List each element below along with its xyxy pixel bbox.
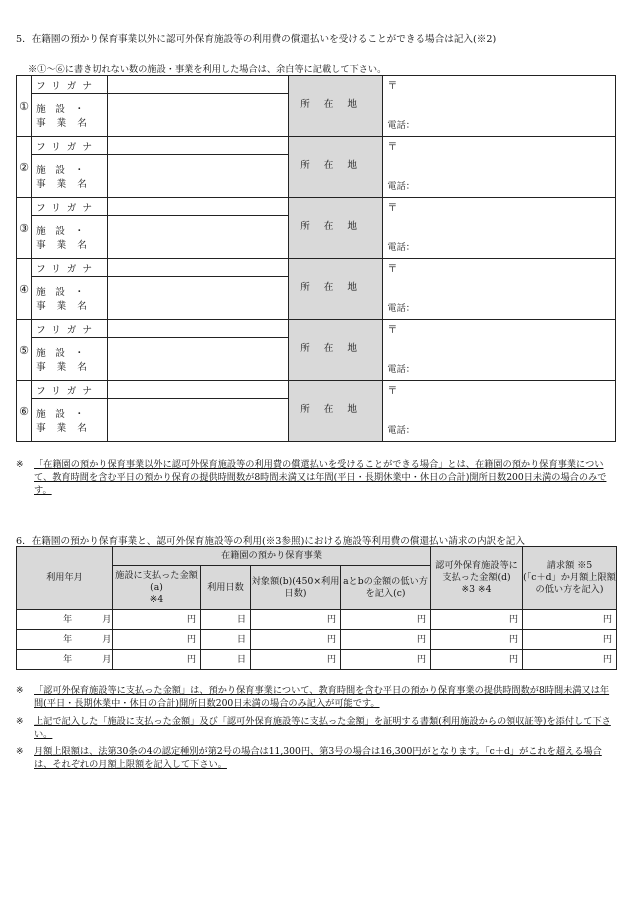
yen-unit: 円 (508, 633, 518, 645)
facility-name-label-line1: 施 設 ・ (36, 165, 85, 176)
facility-name-label-line2: 事業名 (36, 118, 98, 129)
address-input[interactable] (383, 381, 616, 442)
yen-unit: 円 (602, 653, 612, 665)
address-label: 所在地 (288, 381, 383, 442)
claim-input[interactable] (523, 650, 617, 670)
facility-name-label-line1: 施 設 ・ (36, 104, 85, 115)
yen-unit: 円 (602, 613, 612, 625)
days-input[interactable] (201, 610, 251, 630)
yen-unit: 円 (186, 653, 196, 665)
facility-name-label (32, 399, 108, 442)
year-unit: 年 (63, 653, 73, 665)
tel-label: 電話： (387, 303, 415, 314)
note-mark: ※ (16, 685, 24, 696)
year-unit: 年 (63, 613, 73, 625)
facility-name-label-line1: 施 設 ・ (36, 348, 85, 359)
claim-input[interactable] (523, 630, 617, 650)
header-paid-d (431, 547, 523, 610)
header-paid-a (113, 566, 201, 610)
day-unit: 日 (236, 653, 246, 665)
tel-label: 電話： (387, 120, 415, 131)
facility-row (17, 381, 616, 399)
facility-number: ② (17, 137, 32, 198)
header-lower-c: aとbの金額の低い方を記入(c) (341, 566, 431, 610)
target-b-input[interactable] (251, 630, 341, 650)
facility-name-label-line1: 施 設 ・ (36, 287, 85, 298)
address-input[interactable] (383, 198, 616, 259)
zip-mark: 〒 (387, 325, 398, 336)
facility-name-label-line2: 事業名 (36, 240, 98, 251)
section6-note (16, 684, 616, 712)
facility-name-label (32, 94, 108, 137)
footnote-text: 「在籍園の預かり保育事業以外に認可外保育施設等の利用費の償還払いを受けることができる場合」とは、在籍園の預かり保育事業について、教育時間を含む平日の預かり保育の提供時間数が8時間未満又は年間(平日・長期休業中・休日の合計)開所日数200日未満の場合のみです。 (34, 459, 607, 496)
address-input[interactable] (383, 137, 616, 198)
yen-unit: 円 (508, 613, 518, 625)
yen-unit: 円 (602, 633, 612, 645)
facility-number: ⑤ (17, 320, 32, 381)
address-label: 所在地 (288, 320, 383, 381)
month-input[interactable] (17, 630, 113, 650)
section6-title: 6．在籍園の預かり保育事業と、認可外保育施設等の利用(※3参照)における施設等利用費の償還払い請求の内訳を記入 (16, 536, 525, 547)
header-claim-note: (「c＋d」か月額上限額の低い方を記入) (523, 572, 616, 595)
month-unit: 月 (102, 633, 112, 645)
furigana-label: フリガナ (32, 76, 108, 94)
facility-row (17, 259, 616, 277)
header-claim-label: 請求額 ※5 (546, 560, 593, 571)
zip-mark: 〒 (387, 203, 398, 214)
note-text: 「認可外保育施設等に支払った金額」は、預かり保育事業について、教育時間を含む平日の預かり保育事業の提供時間数が8時間未満又は年間(平日・長期休業中・休日の合計)開所日数200日未満の場合のみ記入が可能です。 (34, 685, 610, 709)
yen-unit: 円 (326, 633, 336, 645)
facility-table (16, 75, 616, 442)
zip-mark: 〒 (387, 81, 398, 92)
header-paid-a-label: 施設に支払った金額(a) (115, 569, 198, 593)
yen-unit: 円 (186, 613, 196, 625)
facility-name-input[interactable] (107, 216, 288, 259)
month-unit: 月 (102, 653, 112, 665)
furigana-label: フリガナ (32, 259, 108, 277)
day-unit: 日 (236, 613, 246, 625)
paid-a-input[interactable] (113, 610, 201, 630)
facility-number: ③ (17, 198, 32, 259)
facility-number: ⑥ (17, 381, 32, 442)
facility-name-input[interactable] (107, 155, 288, 198)
furigana-label: フリガナ (32, 198, 108, 216)
furigana-input[interactable] (107, 320, 288, 338)
paid-a-input[interactable] (113, 650, 201, 670)
facility-name-label (32, 338, 108, 381)
furigana-input[interactable] (107, 76, 288, 94)
days-input[interactable] (201, 630, 251, 650)
address-label: 所在地 (288, 198, 383, 259)
breakdown-row (17, 610, 617, 630)
month-input[interactable] (17, 610, 113, 630)
paid-d-input[interactable] (431, 630, 523, 650)
address-input[interactable] (383, 76, 616, 137)
yen-unit: 円 (416, 633, 426, 645)
header-paid-d-note: ※3 ※4 (461, 584, 492, 595)
furigana-label: フリガナ (32, 137, 108, 155)
tel-label: 電話： (387, 425, 415, 436)
facility-name-label (32, 277, 108, 320)
header-month: 利用年月 (17, 547, 113, 610)
yen-unit: 円 (508, 653, 518, 665)
tel-label: 電話： (387, 181, 415, 192)
facility-name-input[interactable] (107, 94, 288, 137)
section6-note (16, 745, 616, 773)
breakdown-table (16, 546, 617, 670)
year-unit: 年 (63, 633, 73, 645)
target-b-input[interactable] (251, 610, 341, 630)
facility-name-input[interactable] (107, 338, 288, 381)
facility-name-label-line1: 施 設 ・ (36, 409, 85, 420)
tel-label: 電話： (387, 242, 415, 253)
furigana-label: フリガナ (32, 320, 108, 338)
facility-row (17, 198, 616, 216)
day-unit: 日 (236, 633, 246, 645)
zip-mark: 〒 (387, 264, 398, 275)
facility-row (17, 137, 616, 155)
lower-c-input[interactable] (341, 610, 431, 630)
note-text: 月額上限額は、法第30条の4の認定種別が第2号の場合は11,300円、第3号の場合は16,300円がとなります。「c＋d」がこれを超える場合は、それぞれの月額上限額を記入して下さい。 (34, 746, 602, 770)
breakdown-row (17, 650, 617, 670)
month-input[interactable] (17, 650, 113, 670)
lower-c-input[interactable] (341, 630, 431, 650)
facility-name-label (32, 155, 108, 198)
zip-mark: 〒 (387, 386, 398, 397)
yen-unit: 円 (186, 633, 196, 645)
paid-a-input[interactable] (113, 630, 201, 650)
header-paid-a-note: ※4 (149, 593, 164, 605)
header-group: 在籍園の預かり保育事業 (113, 547, 431, 566)
yen-unit: 円 (326, 653, 336, 665)
furigana-label: フリガナ (32, 381, 108, 399)
address-input[interactable] (383, 320, 616, 381)
header-claim (523, 547, 617, 610)
yen-unit: 円 (326, 613, 336, 625)
facility-name-label-line2: 事業名 (36, 301, 98, 312)
claim-input[interactable] (523, 610, 617, 630)
section5-title: 5．在籍園の預かり保育事業以外に認可外保育施設等の利用費の償還払いを受けることができる場合は記入(※2) (16, 34, 497, 45)
facility-name-label-line2: 事業名 (36, 423, 98, 434)
facility-name-input[interactable] (107, 277, 288, 320)
facility-number: ① (17, 76, 32, 137)
breakdown-row (17, 630, 617, 650)
note-text: 上記で記入した「施設に支払った金額」及び「認可外保育施設等に支払った金額」を証明する書類(利用施設からの領収証等)を添付して下さい。 (34, 716, 611, 740)
yen-unit: 円 (416, 653, 426, 665)
facility-row (17, 320, 616, 338)
footnote-mark: ※ (16, 459, 24, 470)
section5-footnote (16, 458, 616, 500)
header-paid-d-label: 認可外保育施設等に支払った金額(d) (435, 560, 518, 583)
month-unit: 月 (102, 613, 112, 625)
facility-name-input[interactable] (107, 399, 288, 442)
address-label: 所在地 (288, 76, 383, 137)
furigana-input[interactable] (107, 259, 288, 277)
zip-mark: 〒 (387, 142, 398, 153)
address-label: 所在地 (288, 259, 383, 320)
note-mark: ※ (16, 746, 24, 757)
header-target-b: 対象額(b)(450×利用日数) (251, 566, 341, 610)
facility-row (17, 76, 616, 94)
yen-unit: 円 (416, 613, 426, 625)
address-input[interactable] (383, 259, 616, 320)
target-b-input[interactable] (251, 650, 341, 670)
furigana-input[interactable] (107, 137, 288, 155)
lower-c-input[interactable] (341, 650, 431, 670)
paid-d-input[interactable] (431, 650, 523, 670)
facility-number: ④ (17, 259, 32, 320)
days-input[interactable] (201, 650, 251, 670)
furigana-input[interactable] (107, 381, 288, 399)
header-days: 利用日数 (201, 566, 251, 610)
section5-note: ※①～⑥に書き切れない数の施設・事業を利用した場合は、余白等に記載して下さい。 (28, 64, 387, 75)
address-label: 所在地 (288, 137, 383, 198)
facility-name-label-line2: 事業名 (36, 362, 98, 373)
furigana-input[interactable] (107, 198, 288, 216)
facility-name-label-line1: 施 設 ・ (36, 226, 85, 237)
facility-name-label (32, 216, 108, 259)
facility-name-label-line2: 事業名 (36, 179, 98, 190)
paid-d-input[interactable] (431, 610, 523, 630)
note-mark: ※ (16, 716, 24, 727)
tel-label: 電話： (387, 364, 415, 375)
section6-note (16, 715, 616, 743)
